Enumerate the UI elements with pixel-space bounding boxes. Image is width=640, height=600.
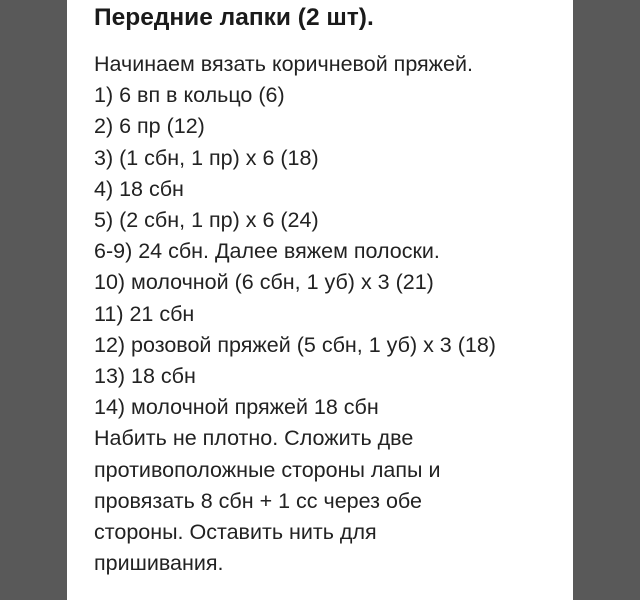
- text-line: Набить не плотно. Сложить две: [94, 426, 414, 451]
- text-line: противоположные стороны лапы и: [94, 457, 441, 482]
- text-line: 1) 6 вп в кольцо (6): [94, 83, 285, 108]
- instructions-text: [94, 49, 496, 579]
- text-line: 11) 21 сбн: [94, 301, 195, 326]
- text-line: 14) молочной пряжей 18 сбн: [94, 395, 379, 420]
- text-line: провязать 8 сбн + 1 сс через обе: [94, 488, 422, 513]
- text-line: 3) (1 сбн, 1 пр) х 6 (18): [94, 145, 319, 170]
- text-line: пришивания.: [94, 551, 224, 576]
- text-line: 2) 6 пр (12): [94, 114, 205, 139]
- text-line: 12) розовой пряжей (5 сбн, 1 уб) х 3 (18): [94, 332, 496, 357]
- document-page: [67, 0, 573, 600]
- text-line: 4) 18 сбн: [94, 176, 184, 201]
- text-line: 10) молочной (6 сбн, 1 уб) х 3 (21): [94, 270, 434, 295]
- text-line: 13) 18 сбн: [94, 364, 196, 389]
- document-title: Передние лапки (2 шт).: [94, 4, 374, 31]
- text-line: стороны. Оставить нить для: [94, 520, 377, 545]
- text-line: Начинаем вязать коричневой пряжей.: [94, 52, 474, 76]
- text-line: 6-9) 24 сбн. Далее вяжем полоски.: [94, 239, 440, 264]
- text-line: 5) (2 сбн, 1 пр) х 6 (24): [94, 208, 319, 233]
